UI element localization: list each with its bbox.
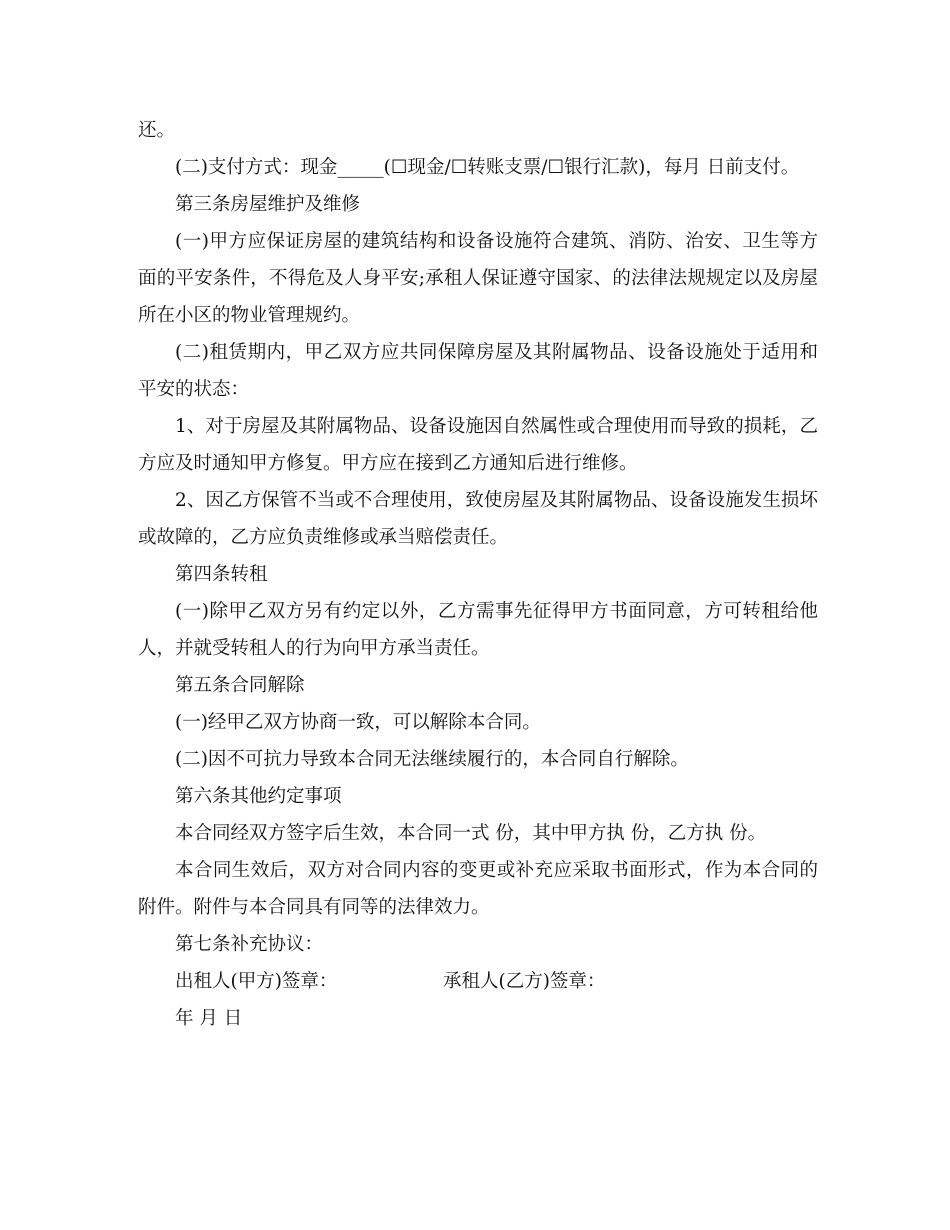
article-3-item-1: 1、对于房屋及其附属物品、设备设施因自然属性或合理使用而导致的损耗，乙方应及时通知甲方修复。甲方应在接到乙方通知后进行维修。 bbox=[138, 416, 818, 474]
article-3-item-2: 2、因乙方保管不当或不合理使用，致使房屋及其附属物品、设备设施发生损坏或故障的，乙方应负责维修或承当赔偿责任。 bbox=[138, 490, 818, 548]
article-3-heading: 第三条房屋维护及维修 bbox=[175, 194, 361, 215]
article-4-clause-1: (一)除甲乙双方另有约定以外，乙方需事先征得甲方书面同意，方可转租给他人，并就受转租人的行为向甲方承当责任。 bbox=[138, 601, 818, 659]
signature-row bbox=[138, 963, 818, 1000]
article-7-heading: 第七条补充协议： bbox=[175, 934, 324, 955]
date-line: 年 月 日 bbox=[175, 1008, 243, 1029]
lessor-signature-label: 出租人(甲方)签章： bbox=[175, 971, 338, 992]
article-6-heading: 第六条其他约定事项 bbox=[175, 786, 342, 807]
article-5-heading: 第五条合同解除 bbox=[175, 675, 305, 696]
paragraph-continuation: 还。 bbox=[138, 120, 176, 141]
article-4-heading: 第四条转租 bbox=[175, 564, 268, 585]
article-6-amendment-clause: 本合同生效后，双方对合同内容的变更或补充应采取书面形式，作为本合同的附件。附件与本合同具有同等的法律效力。 bbox=[138, 860, 818, 918]
article-5-clause-1: (一)经甲乙双方协商一致，可以解除本合同。 bbox=[175, 712, 541, 733]
document-body bbox=[138, 112, 818, 1037]
article-6-copies-clause: 本合同经双方签字后生效，本合同一式 份，其中甲方执 份，乙方执 份。 bbox=[175, 823, 767, 844]
article-5-clause-2: (二)因不可抗力导致本合同无法继续履行的，本合同自行解除。 bbox=[175, 749, 689, 770]
payment-method-clause: (二)支付方式：现金_____(☐现金/☐转账支票/☐银行汇款)，每月 日前支付。 bbox=[175, 157, 800, 178]
article-3-clause-2: (二)租赁期内，甲乙双方应共同保障房屋及其附属物品、设备设施处于适用和平安的状态： bbox=[138, 342, 818, 400]
article-3-clause-1: (一)甲方应保证房屋的建筑结构和设备设施符合建筑、消防、治安、卫生等方面的平安条件，不得危及人身平安;承租人保证遵守国家、的法律法规规定以及房屋所在小区的物业管理规约。 bbox=[138, 231, 818, 326]
lessee-signature-label: 承租人(乙方)签章： bbox=[443, 971, 606, 992]
